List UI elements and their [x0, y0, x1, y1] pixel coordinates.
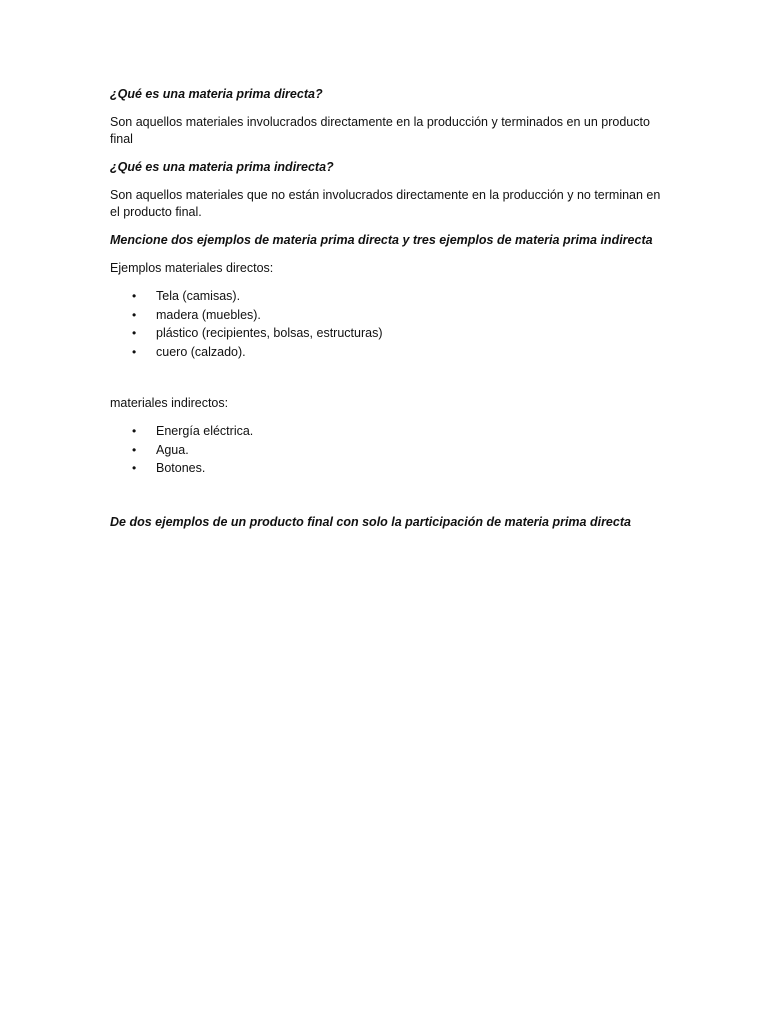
list-item [110, 422, 670, 441]
answer-direct: Son aquellos materiales involucrados directamente en la producción y terminados en un producto final [110, 115, 650, 146]
list-item [110, 441, 670, 460]
list-item-text: cuero (calzado). [156, 344, 246, 359]
indirect-examples-label: materiales indirectos: [110, 396, 229, 410]
list-item [110, 324, 670, 343]
list-item-text: madera (muebles). [156, 307, 261, 322]
bullet-icon: • [132, 461, 137, 475]
list-item-text: Agua. [156, 442, 189, 457]
answer-indirect: Son aquellos materiales que no están involucrados directamente en la producción y no terminan en el producto final. [110, 188, 661, 219]
bullet-icon: • [132, 289, 137, 303]
list-item [110, 306, 670, 325]
bullet-icon: • [132, 442, 137, 457]
list-item [110, 343, 670, 362]
bullet-icon: • [132, 326, 137, 340]
spacer [110, 478, 670, 514]
bullet-icon: • [132, 344, 137, 359]
bullet-icon: • [132, 424, 137, 438]
bullet-icon: • [132, 307, 137, 322]
list-item-text: Energía eléctrica. [156, 424, 254, 438]
question-examples: Mencione dos ejemplos de materia prima directa y tres ejemplos de materia prima indirecta [110, 233, 653, 247]
document-body [110, 86, 670, 542]
question-direct: ¿Qué es una materia prima directa? [110, 87, 323, 101]
indirect-examples-list [110, 422, 670, 478]
list-item [110, 459, 670, 478]
spacer [110, 361, 670, 395]
list-item-text: Botones. [156, 461, 206, 475]
list-item-text: plástico (recipientes, bolsas, estructuras) [156, 326, 383, 340]
list-item-text: Tela (camisas). [156, 289, 241, 303]
question-indirect: ¿Qué es una materia prima indirecta? [110, 160, 334, 174]
direct-examples-label: Ejemplos materiales directos: [110, 261, 274, 275]
direct-examples-list [110, 287, 670, 361]
question-final-product: De dos ejemplos de un producto final con solo la participación de materia prima directa [110, 514, 631, 529]
list-item [110, 287, 670, 306]
